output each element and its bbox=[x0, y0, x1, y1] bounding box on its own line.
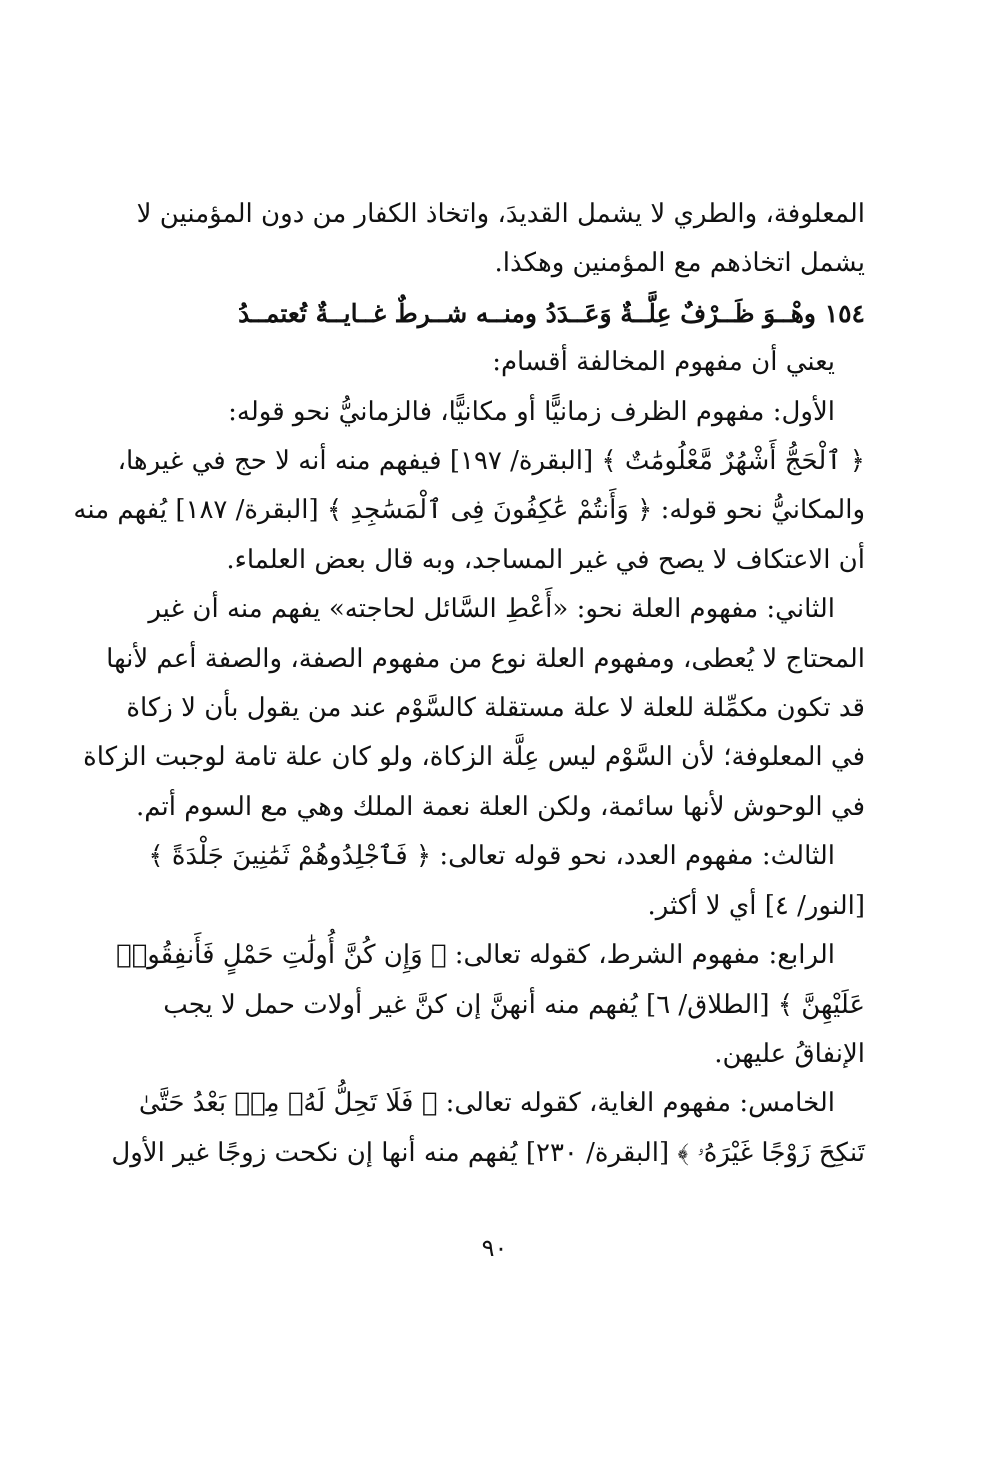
poem-verse-154: ١٥٤ وهْــوَ ظَــرْفٌ عِلَّــةٌ وَعَــدَدُ ومنــه شــرطٌ غــايــةٌ تُعتمــدُ bbox=[238, 298, 865, 328]
text-line: المحتاج لا يُعطى، ومفهوم العلة نوع من مفهوم الصفة، والصفة أعم لأنها bbox=[106, 643, 865, 674]
text-line: الثالث: مفهوم العدد، نحو قوله تعالى: ﴿ فَٱجْلِدُوهُمْ ثَمَٰنِينَ جَلْدَةً ﴾ bbox=[148, 841, 835, 872]
text-line: الإنفاقُ عليهن. bbox=[714, 1038, 865, 1069]
text-line: قد تكون مكمِّلة للعلة لا علة مستقلة كالسَّوْم عند من يقول بأن لا زكاة bbox=[126, 693, 865, 724]
text-line: الخامس: مفهوم الغاية، كقوله تعالى: ﴿ فَلَا تَحِلُّ لَهُۥ مِنۢ بَعْدُ حَتَّىٰ bbox=[138, 1088, 835, 1119]
text-line: في الوحوش لأنها سائمة، ولكن العلة نعمة الملك وهي مع السوم أتم. bbox=[135, 791, 865, 822]
text-line: المعلوفة، والطري لا يشمل القديدَ، واتخاذ الكفار من دون المؤمنين لا bbox=[136, 199, 865, 229]
text-line: يشمل اتخاذهم مع المؤمنين وهكذا. bbox=[494, 248, 865, 279]
text-line: ﴿ ٱلْحَجُّ أَشْهُرٌ مَّعْلُومَٰتٌ ﴾ [البقرة/ ١٩٧] فيفهم منه أنه لا حج في غيرها، bbox=[117, 446, 865, 477]
text-line: الثاني: مفهوم العلة نحو: «أَعْطِ السَّائل لحاجته» يفهم منه أن غير bbox=[148, 594, 835, 625]
text-line: تَنكِحَ زَوْجًا غَيْرَهُۥ ﴾ [البقرة/ ٢٣٠] يُفهم منه أنها إن نكحت زوجًا غير الأول bbox=[111, 1137, 865, 1168]
body-text bbox=[73, 190, 865, 1178]
text-line: عَلَيْهِنَّ ﴾ [الطلاق/ ٦] يُفهم منه أنهنَّ إن كنَّ غير أولات حمل لا يجب bbox=[163, 989, 865, 1020]
page-number: ٩٠ bbox=[481, 1234, 508, 1262]
text-line: [النور/ ٤] أي لا أكثر. bbox=[647, 890, 865, 921]
text-line: أن الاعتكاف لا يصح في غير المساجد، وبه قال بعض العلماء. bbox=[226, 544, 865, 575]
text-line: يعني أن مفهوم المخالفة أقسام: bbox=[492, 347, 835, 378]
text-line: في المعلوفة؛ لأن السَّوْم ليس عِلَّة الزكاة، ولو كان علة تامة لوجبت الزكاة bbox=[83, 742, 865, 773]
text-line: الأول: مفهوم الظرف زمانيًّا أو مكانيًّا، فالزمانيُّ نحو قوله: bbox=[228, 396, 835, 427]
text-line: والمكانيُّ نحو قوله: ﴿ وَأَنتُمْ عَٰكِفُونَ فِى ٱلْمَسَٰجِدِ ﴾ [البقرة/ ١٨٧] يُفهم منه bbox=[73, 495, 865, 526]
text-line: الرابع: مفهوم الشرط، كقوله تعالى: ﴿ وَإِن كُنَّ أُولَٰتِ حَمْلٍ فَأَنفِقُوا۟ bbox=[116, 940, 835, 971]
